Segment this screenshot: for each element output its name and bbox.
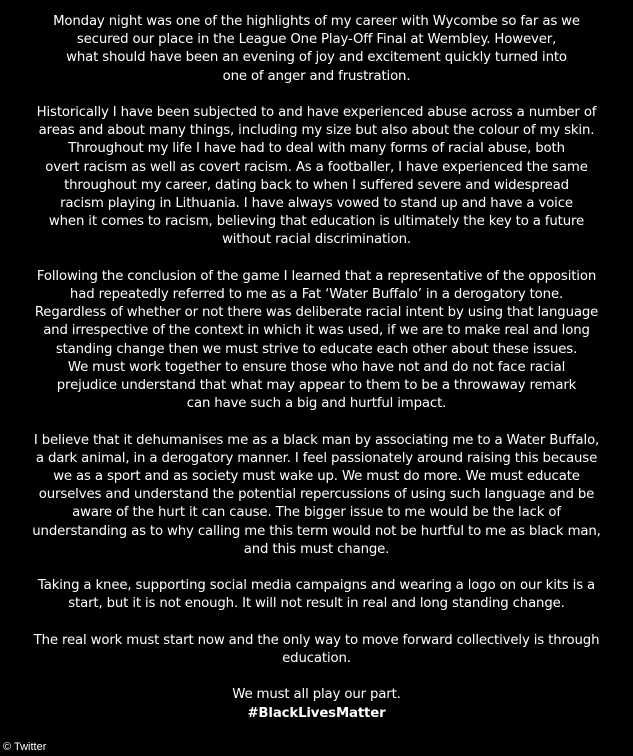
paragraph-spacer [10, 559, 623, 577]
paragraph-spacer [10, 614, 623, 632]
statement-line: ourselves and understand the potential repercussions of using such language and be [38, 487, 595, 503]
paragraph-3 [10, 268, 623, 414]
paragraph-7 [10, 686, 623, 722]
statement-line: and this must change. [243, 541, 390, 557]
paragraph-4 [10, 432, 623, 559]
statement-line: secured our place in the League One Play-Off Final at Wembley. However, [76, 32, 557, 48]
statement-line: can have such a big and hurtful impact. [186, 396, 447, 412]
statement-line: throughout my career, dating back to when I suffered severe and widespread [64, 177, 569, 193]
statement-line: We must all play our part. [232, 687, 401, 703]
paragraph-1 [10, 13, 623, 86]
statement-line: what should have been an evening of joy and excitement quickly turned into [66, 50, 567, 66]
statement-line: prejudice understand that what may appear to them to be a throwaway remark [56, 378, 577, 394]
statement-line: areas and about many things, including my size but also about the colour of my skin. [38, 123, 595, 139]
paragraph-spacer [10, 250, 623, 268]
statement-line: Following the conclusion of the game I learned that a representative of the opposition [36, 268, 597, 284]
statement-line: racism playing in Lithuania. I have always vowed to stand up and have a voice [60, 196, 573, 212]
statement-line: and irrespective of the context in which it was used, if we are to make real and long [43, 323, 590, 339]
paragraph-spacer [10, 668, 623, 686]
statement-line: start, but it is not enough. It will not result in real and long standing change. [68, 596, 565, 612]
paragraph-6 [10, 632, 623, 668]
statement-line: standing change then we must strive to educate each other about these issues. [55, 341, 578, 357]
statement-line: had repeatedly referred to me as a Fat ‘Water Buffalo’ in a derogatory tone. [69, 287, 564, 303]
paragraph-spacer [10, 86, 623, 104]
statement-line: one of anger and frustration. [222, 68, 411, 84]
statement-line: The real work must start now and the only way to move forward collectively is through [33, 632, 600, 648]
statement-line: a dark animal, in a derogatory manner. I feel passionately around raising this because [35, 450, 598, 466]
paragraph-5 [10, 577, 623, 613]
statement-line: Taking a knee, supporting social media campaigns and wearing a logo on our kits is a [37, 578, 596, 594]
statement-line: understanding as to why calling me this term would not be hurtful to me as black man, [32, 523, 601, 539]
statement-line: Throughout my life I have had to deal with many forms of racial abuse, both [68, 141, 565, 157]
statement-line: when it comes to racism, believing that education is ultimately the key to a future [48, 214, 585, 230]
statement-body [10, 13, 623, 723]
hashtag: #BlackLivesMatter [247, 705, 386, 721]
statement-line: Regardless of whether or not there was deliberate racial intent by using that language [34, 305, 599, 321]
statement-line: education. [282, 651, 351, 667]
statement-line: overt racism as well as covert racism. As a footballer, I have experienced the same [45, 159, 588, 175]
image-credit: © Twitter [3, 741, 47, 753]
statement-line: Monday night was one of the highlights of my career with Wycombe so far as we [53, 14, 580, 29]
statement-line: We must work together to ensure those who have not and do not face racial [67, 359, 566, 375]
statement-line: I believe that it dehumanises me as a black man by associating me to a Water Buffalo, [33, 432, 600, 448]
statement-line: we as a sport and as society must wake up. We must do more. We must educate [53, 469, 580, 485]
statement-line: without racial discrimination. [222, 232, 411, 248]
statement-line: Historically I have been subjected to and have experienced abuse across a number of [36, 105, 597, 120]
paragraph-spacer [10, 413, 623, 431]
statement-line: aware of the hurt it can cause. The bigger issue to me would be the lack of [72, 505, 561, 521]
paragraph-2 [10, 104, 623, 250]
